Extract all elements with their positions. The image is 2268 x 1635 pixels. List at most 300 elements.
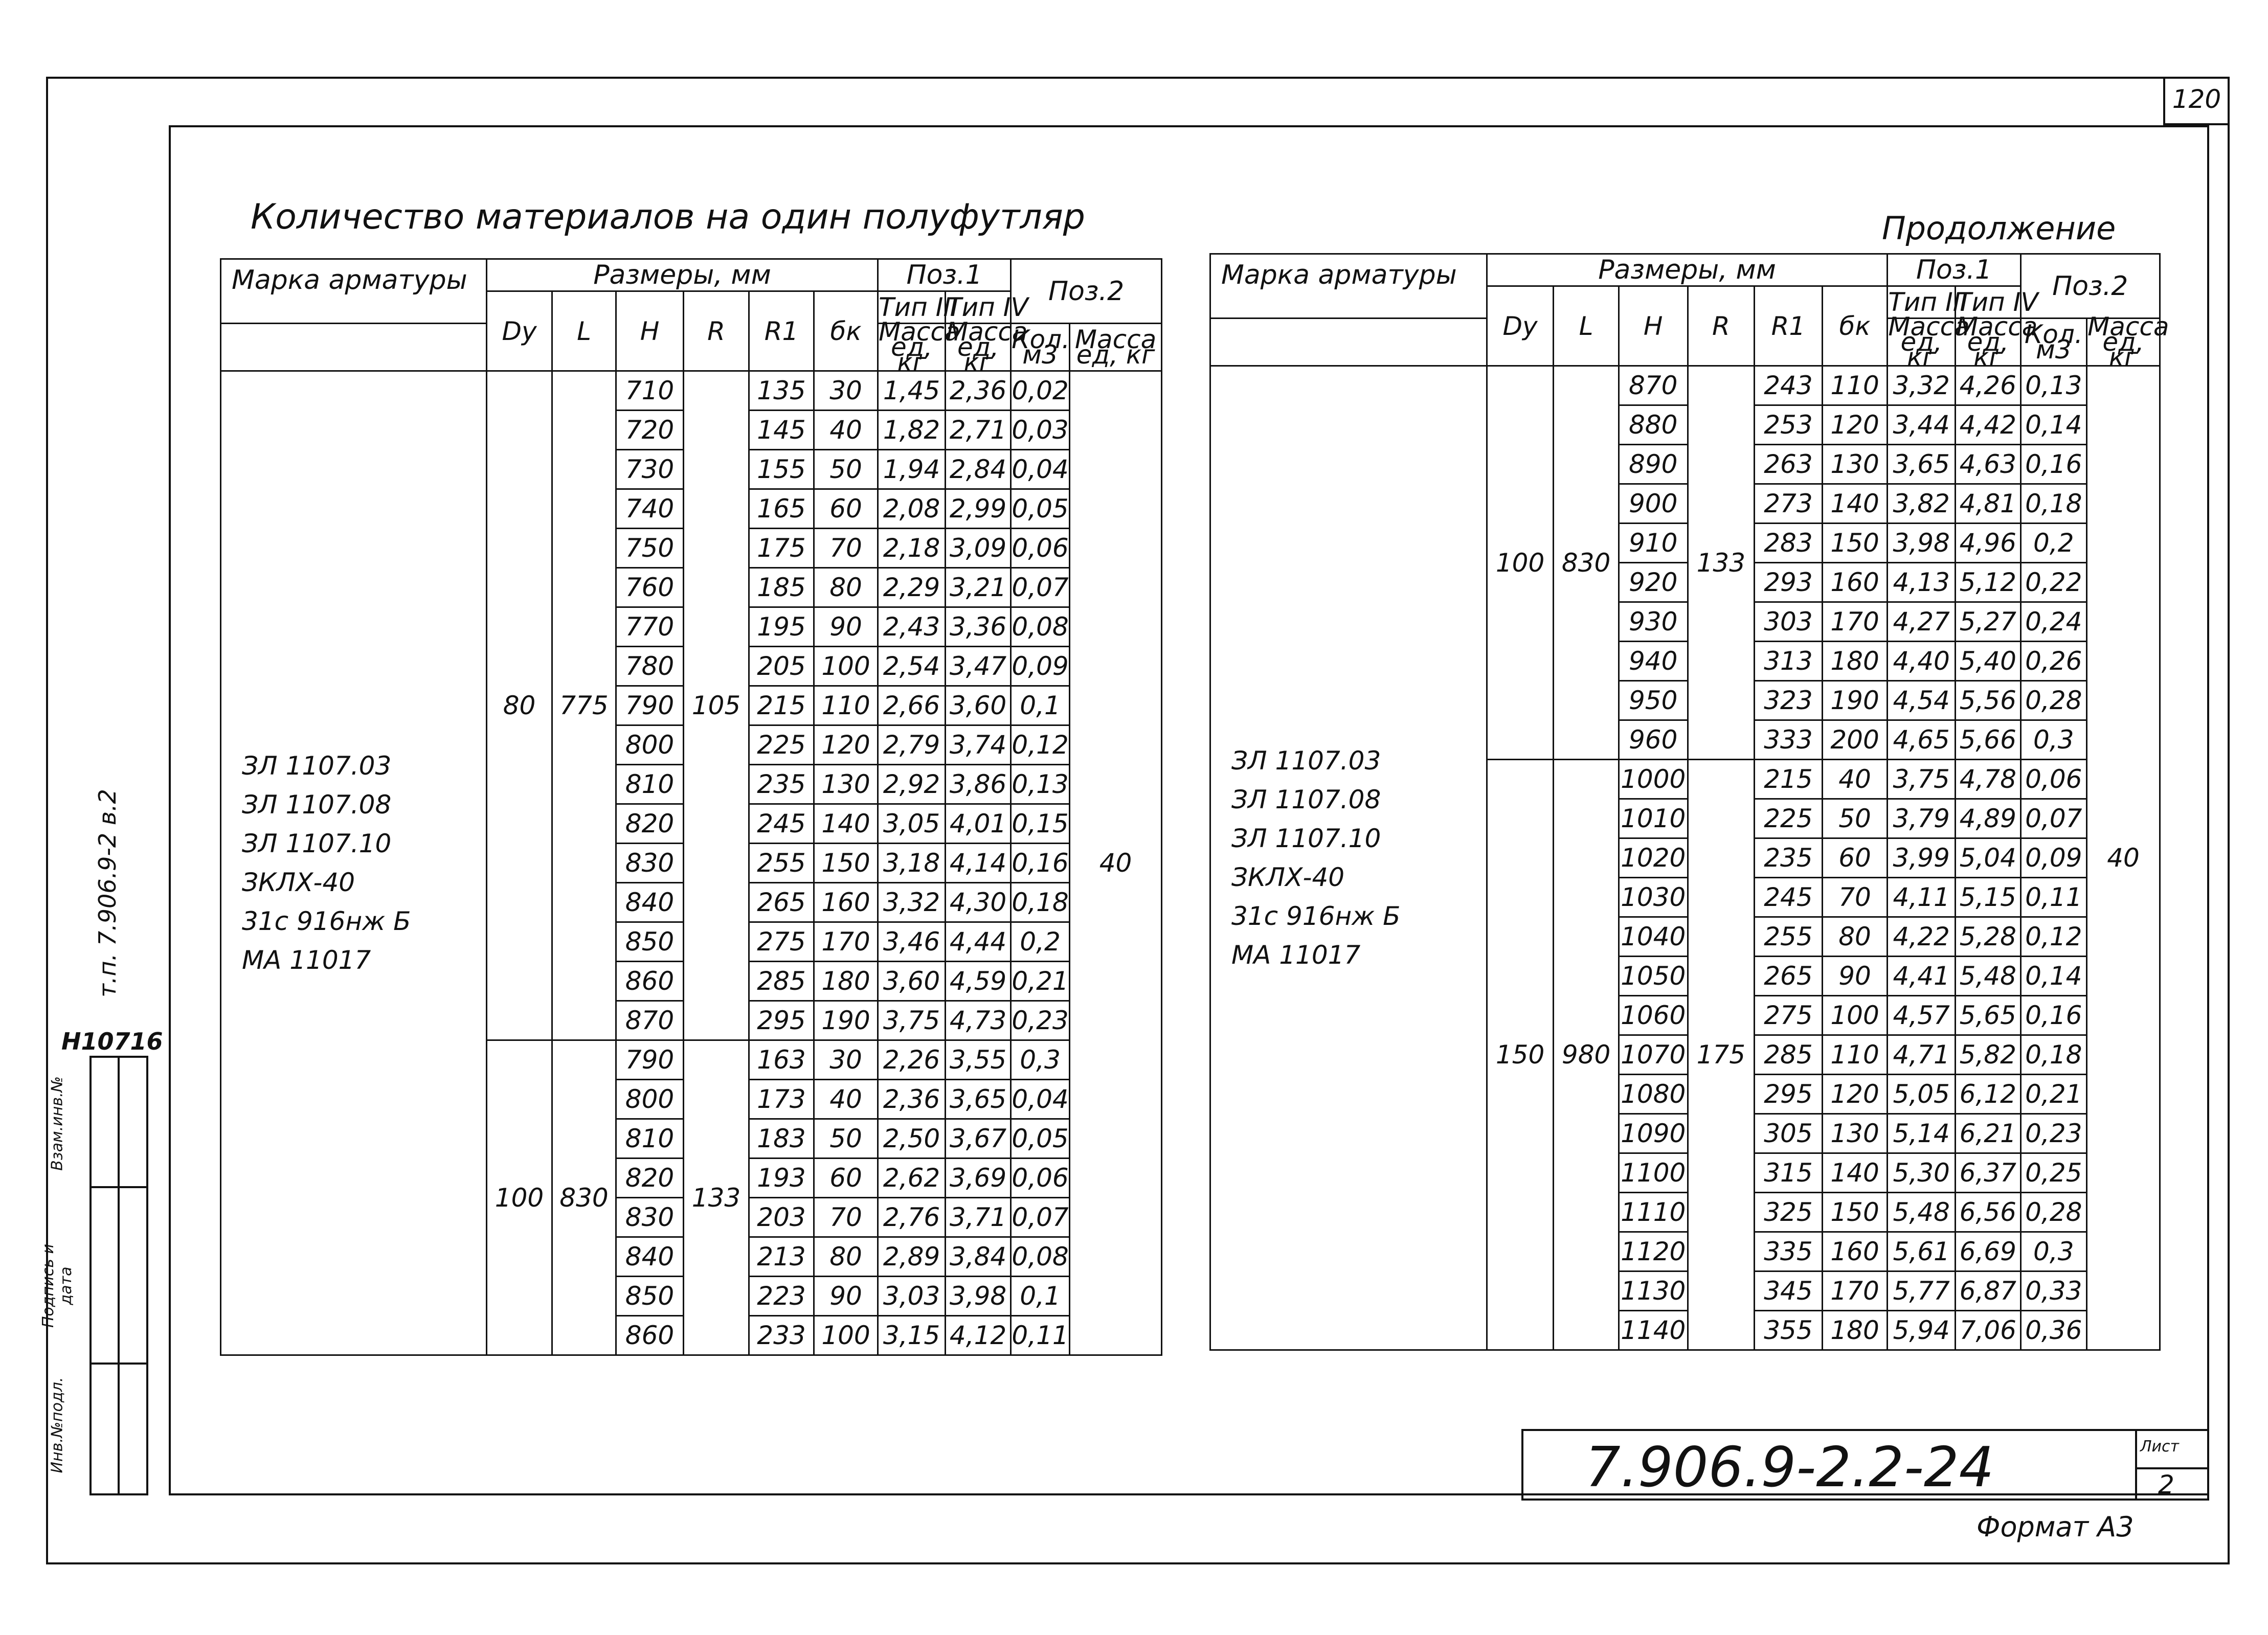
- side-code: т.п. 7.906.9-2 в.2: [94, 789, 121, 997]
- cell-m4: 2,71: [946, 411, 1011, 450]
- cell-m4: 3,65: [946, 1080, 1011, 1119]
- side-field-replace: Взам.инв.№: [48, 1076, 66, 1171]
- cell-r1: 245: [749, 804, 814, 844]
- cell-m3: 2,26: [878, 1040, 946, 1080]
- mark-list-cell: [1210, 366, 1487, 1350]
- cell-h: 960: [1619, 720, 1688, 760]
- cell-bk: 160: [1822, 563, 1888, 602]
- cell-m4: 6,12: [1955, 1075, 2020, 1114]
- cell-h: 860: [616, 962, 684, 1001]
- cell-r1: 203: [749, 1198, 814, 1237]
- cell-m4: 2,84: [946, 450, 1011, 489]
- cell-m3: 5,77: [1888, 1271, 1956, 1311]
- cell-qty: 0,2: [2020, 524, 2087, 563]
- cell-h: 1110: [1619, 1193, 1688, 1232]
- cell-qty: 0,3: [2020, 720, 2087, 760]
- cell-m4: 4,26: [1955, 366, 2020, 405]
- cell-m4: 4,14: [946, 844, 1011, 883]
- cell-m4: 6,69: [1955, 1232, 2020, 1271]
- cell-m3: 1,45: [878, 371, 946, 411]
- page-title: Количество материалов на один полуфутляр: [251, 197, 1085, 237]
- cell-h: 1010: [1619, 799, 1688, 838]
- cell-m3: 2,43: [878, 607, 946, 647]
- cell-qty: 0,23: [2020, 1114, 2087, 1153]
- cell-bk: 120: [1822, 1075, 1888, 1114]
- cell-h: 1040: [1619, 917, 1688, 957]
- cell-m4: 4,63: [1955, 445, 2020, 484]
- cell-m3: 2,36: [878, 1080, 946, 1119]
- side-field-inv: Инв.№подл.: [48, 1377, 66, 1473]
- cell-m3: 3,75: [1888, 760, 1956, 799]
- cell-m3: 2,08: [878, 489, 946, 529]
- header-type4: Тип IV: [1955, 286, 2020, 319]
- cell-bk: 80: [814, 568, 878, 607]
- cell-bk: 60: [814, 489, 878, 529]
- cell-qty: 0,13: [1011, 765, 1070, 804]
- side-number: H10716: [61, 1028, 163, 1055]
- header-r1: R1: [749, 291, 814, 371]
- cell-m4: 5,48: [1955, 957, 2020, 996]
- cell-m4: 3,71: [946, 1198, 1011, 1237]
- cell-m4: 5,65: [1955, 996, 2020, 1035]
- mark-item: МА 11017: [1231, 940, 1361, 970]
- cell-h: 1120: [1619, 1232, 1688, 1271]
- cell-h: 820: [616, 1159, 684, 1198]
- cell-h: 1000: [1619, 760, 1688, 799]
- cell-bk: 30: [814, 371, 878, 411]
- cell-m4: 2,99: [946, 489, 1011, 529]
- cell-bk: 130: [1822, 1114, 1888, 1153]
- cell-m4: 3,36: [946, 607, 1011, 647]
- mark-item: 31с 916нж Б: [1231, 901, 1401, 931]
- cell-h: 1020: [1619, 838, 1688, 878]
- cell-bk: 30: [814, 1040, 878, 1080]
- cell-qty: 0,04: [1011, 1080, 1070, 1119]
- cell-qty: 0,12: [2020, 917, 2087, 957]
- cell-bk: 40: [814, 411, 878, 450]
- cell-qty: 0,04: [1011, 450, 1070, 489]
- cell-h: 870: [1619, 366, 1688, 405]
- cell-qty: 0,21: [1011, 962, 1070, 1001]
- cell-r1: 295: [1755, 1075, 1823, 1114]
- stamp-sheet-label: Лист: [2140, 1438, 2180, 1456]
- cell-h: 1070: [1619, 1035, 1688, 1075]
- cell-m4: 3,69: [946, 1159, 1011, 1198]
- header-l: L: [1554, 286, 1619, 366]
- header-dy: Dу: [1487, 286, 1554, 366]
- cell-m3: 3,44: [1888, 405, 1956, 445]
- mark-list-cell: [221, 371, 487, 1355]
- cell-r1: 253: [1755, 405, 1823, 445]
- cell-m4: 5,66: [1955, 720, 2020, 760]
- cell-h: 810: [616, 765, 684, 804]
- cell-m3: 5,30: [1888, 1153, 1956, 1193]
- mark-item: ЗЛ 1107.08: [1231, 785, 1381, 814]
- cell-qty: 0,14: [2020, 405, 2087, 445]
- cell-m4: 5,40: [1955, 642, 2020, 681]
- cell-qty: 0,07: [1011, 568, 1070, 607]
- cell-m4: 4,01: [946, 804, 1011, 844]
- cell-bk: 100: [814, 647, 878, 686]
- mark-item: ЗЛ 1107.10: [1231, 824, 1381, 853]
- cell-qty: 0,06: [1011, 1159, 1070, 1198]
- cell-bk: 50: [1822, 799, 1888, 838]
- cell-h: 850: [616, 922, 684, 962]
- cell-qty: 0,1: [1011, 686, 1070, 725]
- cell-bk: 140: [1822, 1153, 1888, 1193]
- cell-qty: 0,15: [1011, 804, 1070, 844]
- cell-m3: 2,50: [878, 1119, 946, 1159]
- cell-bk: 150: [1822, 524, 1888, 563]
- cell-m4: 5,27: [1955, 602, 2020, 642]
- cell-m3: 4,27: [1888, 602, 1956, 642]
- cell-bk: 200: [1822, 720, 1888, 760]
- cell-qty: 0,06: [1011, 529, 1070, 568]
- cell-m4: 6,56: [1955, 1193, 2020, 1232]
- cell-m4: 4,42: [1955, 405, 2020, 445]
- pos2-mass: 40: [2087, 366, 2160, 1350]
- cell-m3: 4,22: [1888, 917, 1956, 957]
- cell-m3: 3,98: [1888, 524, 1956, 563]
- cell-bk: 140: [814, 804, 878, 844]
- group-r: 133: [1688, 366, 1755, 760]
- cell-r1: 325: [1755, 1193, 1823, 1232]
- side-stamp-row-2: [89, 1362, 148, 1365]
- cell-m3: 2,18: [878, 529, 946, 568]
- cell-r1: 213: [749, 1237, 814, 1277]
- cell-m3: 4,65: [1888, 720, 1956, 760]
- cell-h: 750: [616, 529, 684, 568]
- cell-m4: 4,44: [946, 922, 1011, 962]
- cell-r1: 263: [1755, 445, 1823, 484]
- cell-h: 780: [616, 647, 684, 686]
- cell-m3: 3,05: [878, 804, 946, 844]
- cell-bk: 90: [814, 607, 878, 647]
- cell-r1: 333: [1755, 720, 1823, 760]
- cell-r1: 273: [1755, 484, 1823, 524]
- cell-bk: 40: [814, 1080, 878, 1119]
- cell-m3: 2,66: [878, 686, 946, 725]
- cell-m3: 4,41: [1888, 957, 1956, 996]
- cell-r1: 243: [1755, 366, 1823, 405]
- cell-bk: 80: [814, 1237, 878, 1277]
- cell-m3: 5,48: [1888, 1193, 1956, 1232]
- mark-item: ЗЛ 1107.03: [242, 751, 392, 781]
- cell-h: 770: [616, 607, 684, 647]
- cell-r1: 265: [1755, 957, 1823, 996]
- header-type3: Тип III: [878, 291, 946, 324]
- cell-m3: 5,14: [1888, 1114, 1956, 1153]
- cell-m4: 6,87: [1955, 1271, 2020, 1311]
- cell-bk: 50: [814, 450, 878, 489]
- header-bk: бк: [1822, 286, 1888, 366]
- cell-r1: 165: [749, 489, 814, 529]
- cell-qty: 0,23: [1011, 1001, 1070, 1040]
- group-dy: 80: [487, 371, 552, 1040]
- cell-r1: 283: [1755, 524, 1823, 563]
- cell-r1: 163: [749, 1040, 814, 1080]
- stamp-sheet-number: 2: [2158, 1470, 2174, 1500]
- cell-m4: 4,30: [946, 883, 1011, 922]
- group-dy: 100: [1487, 366, 1554, 760]
- cell-qty: 0,12: [1011, 725, 1070, 765]
- cell-bk: 160: [1822, 1232, 1888, 1271]
- cell-m4: 5,15: [1955, 878, 2020, 917]
- cell-m4: 5,28: [1955, 917, 2020, 957]
- group-r: 133: [684, 1040, 749, 1355]
- cell-qty: 0,14: [2020, 957, 2087, 996]
- cell-qty: 0,07: [1011, 1198, 1070, 1237]
- cell-qty: 0,02: [1011, 371, 1070, 411]
- cell-h: 760: [616, 568, 684, 607]
- mark-item: ЗКЛХ-40: [1231, 862, 1345, 892]
- cell-r1: 183: [749, 1119, 814, 1159]
- group-l: 830: [1554, 366, 1619, 760]
- header-r: R: [684, 291, 749, 371]
- cell-h: 720: [616, 411, 684, 450]
- cell-m4: 6,37: [1955, 1153, 2020, 1193]
- cell-r1: 293: [1755, 563, 1823, 602]
- cell-r1: 135: [749, 371, 814, 411]
- cell-m4: 3,98: [946, 1277, 1011, 1316]
- cell-h: 1140: [1619, 1311, 1688, 1350]
- header-h: H: [1619, 286, 1688, 366]
- cell-r1: 275: [749, 922, 814, 962]
- cell-m4: 3,84: [946, 1237, 1011, 1277]
- cell-m4: 5,56: [1955, 681, 2020, 720]
- cell-bk: 130: [1822, 445, 1888, 484]
- header-pos1: Поз.1: [1888, 254, 2020, 286]
- cell-bk: 110: [814, 686, 878, 725]
- header-type3: Тип III: [1888, 286, 1956, 319]
- group-dy: 150: [1487, 760, 1554, 1350]
- cell-m3: 1,94: [878, 450, 946, 489]
- cell-m3: 4,11: [1888, 878, 1956, 917]
- cell-h: 940: [1619, 642, 1688, 681]
- cell-r1: 235: [749, 765, 814, 804]
- cell-h: 950: [1619, 681, 1688, 720]
- cell-m3: 4,13: [1888, 563, 1956, 602]
- cell-m4: 3,47: [946, 647, 1011, 686]
- cell-m3: 4,54: [1888, 681, 1956, 720]
- cell-bk: 180: [814, 962, 878, 1001]
- cell-bk: 190: [814, 1001, 878, 1040]
- header-pos2: Поз.2: [2020, 254, 2160, 319]
- cell-m3: 3,75: [878, 1001, 946, 1040]
- cell-m4: 5,12: [1955, 563, 2020, 602]
- side-stamp-divider: [118, 1056, 120, 1495]
- cell-bk: 170: [814, 922, 878, 962]
- cell-r1: 355: [1755, 1311, 1823, 1350]
- cell-m4: 7,06: [1955, 1311, 2020, 1350]
- cell-h: 930: [1619, 602, 1688, 642]
- sheet-number: 120: [2172, 84, 2221, 114]
- cell-r1: 215: [749, 686, 814, 725]
- side-stamp-row-1: [89, 1186, 148, 1188]
- cell-bk: 100: [1822, 996, 1888, 1035]
- table-row: [221, 371, 1162, 411]
- cell-h: 860: [616, 1316, 684, 1355]
- cell-bk: 50: [814, 1119, 878, 1159]
- cell-h: 830: [616, 844, 684, 883]
- cell-r1: 285: [749, 962, 814, 1001]
- cell-qty: 0,25: [2020, 1153, 2087, 1193]
- cell-m4: 4,81: [1955, 484, 2020, 524]
- cell-r1: 185: [749, 568, 814, 607]
- cell-qty: 0,26: [2020, 642, 2087, 681]
- cell-h: 1090: [1619, 1114, 1688, 1153]
- cell-bk: 120: [814, 725, 878, 765]
- cell-m3: 5,94: [1888, 1311, 1956, 1350]
- cell-h: 1060: [1619, 996, 1688, 1035]
- cell-m4: 4,12: [946, 1316, 1011, 1355]
- header-pos2-mass: Масса ед, кг: [1070, 324, 1162, 371]
- cell-bk: 60: [814, 1159, 878, 1198]
- cell-h: 850: [616, 1277, 684, 1316]
- cell-qty: 0,33: [2020, 1271, 2087, 1311]
- pos2-mass: 40: [1070, 371, 1162, 1355]
- cell-r1: 225: [1755, 799, 1823, 838]
- cell-qty: 0,16: [2020, 445, 2087, 484]
- cell-r1: 303: [1755, 602, 1823, 642]
- cell-r1: 173: [749, 1080, 814, 1119]
- mark-item: ЗЛ 1107.03: [1231, 746, 1381, 776]
- cell-r1: 345: [1755, 1271, 1823, 1311]
- cell-r1: 223: [749, 1277, 814, 1316]
- cell-bk: 160: [814, 883, 878, 922]
- cell-bk: 70: [814, 1198, 878, 1237]
- header-type4: Тип IV: [946, 291, 1011, 324]
- cell-h: 1030: [1619, 878, 1688, 917]
- cell-h: 730: [616, 450, 684, 489]
- header-qty: Кол. м3: [1011, 324, 1070, 371]
- cell-qty: 0,05: [1011, 1119, 1070, 1159]
- cell-m4: 4,89: [1955, 799, 2020, 838]
- header-mass-type3: Масса ед, кг: [879, 317, 960, 377]
- group-r: 175: [1688, 760, 1755, 1350]
- cell-qty: 0,03: [1011, 411, 1070, 450]
- cell-qty: 0,18: [2020, 1035, 2087, 1075]
- cell-qty: 0,05: [1011, 489, 1070, 529]
- header-l: L: [552, 291, 616, 371]
- cell-bk: 90: [1822, 957, 1888, 996]
- cell-r1: 195: [749, 607, 814, 647]
- cell-m3: 2,92: [878, 765, 946, 804]
- cell-bk: 70: [814, 529, 878, 568]
- header-dy: Dу: [487, 291, 552, 371]
- cell-qty: 0,09: [2020, 838, 2087, 878]
- header-mark: Марка арматуры: [221, 259, 487, 324]
- cell-h: 800: [616, 1080, 684, 1119]
- cell-r1: 285: [1755, 1035, 1823, 1075]
- group-l: 830: [552, 1040, 616, 1355]
- cell-m4: 4,96: [1955, 524, 2020, 563]
- cell-m3: 3,15: [878, 1316, 946, 1355]
- cell-qty: 0,2: [1011, 922, 1070, 962]
- cell-m3: 2,54: [878, 647, 946, 686]
- header-pos2: Поз.2: [1011, 259, 1162, 324]
- group-r: 105: [684, 371, 749, 1040]
- header-mass-type4: Масса ед, кг: [946, 317, 1028, 377]
- cell-qty: 0,07: [2020, 799, 2087, 838]
- cell-m3: 3,03: [878, 1277, 946, 1316]
- side-field-sign: Подпись и дата: [39, 1244, 75, 1328]
- cell-m3: 4,57: [1888, 996, 1956, 1035]
- header-r1: R1: [1755, 286, 1823, 366]
- cell-m3: 2,62: [878, 1159, 946, 1198]
- cell-m4: 3,86: [946, 765, 1011, 804]
- mark-item: ЗЛ 1107.10: [242, 829, 392, 858]
- cell-m3: 3,60: [878, 962, 946, 1001]
- cell-m4: 4,78: [1955, 760, 2020, 799]
- cell-h: 1100: [1619, 1153, 1688, 1193]
- cell-r1: 305: [1755, 1114, 1823, 1153]
- cell-m4: 3,74: [946, 725, 1011, 765]
- cell-m3: 5,05: [1888, 1075, 1956, 1114]
- cell-m4: 2,36: [946, 371, 1011, 411]
- cell-bk: 180: [1822, 1311, 1888, 1350]
- stamp-code: 7.906.9-2.2-24: [1585, 1436, 1994, 1500]
- cell-qty: 0,13: [2020, 366, 2087, 405]
- cell-m3: 3,65: [1888, 445, 1956, 484]
- cell-r1: 323: [1755, 681, 1823, 720]
- cell-m3: 3,79: [1888, 799, 1956, 838]
- cell-r1: 155: [749, 450, 814, 489]
- cell-m3: 5,61: [1888, 1232, 1956, 1271]
- cell-h: 1080: [1619, 1075, 1688, 1114]
- header-sizes: Размеры, мм: [487, 259, 878, 291]
- cell-qty: 0,18: [1011, 883, 1070, 922]
- cell-qty: 0,1: [1011, 1277, 1070, 1316]
- cell-h: 710: [616, 371, 684, 411]
- cell-bk: 100: [814, 1316, 878, 1355]
- header-mark: Марка арматуры: [1210, 254, 1487, 319]
- cell-qty: 0,08: [1011, 607, 1070, 647]
- group-l: 980: [1554, 760, 1619, 1350]
- cell-bk: 180: [1822, 642, 1888, 681]
- cell-m3: 3,32: [878, 883, 946, 922]
- mark-item: ЗЛ 1107.08: [242, 790, 392, 820]
- cell-bk: 170: [1822, 1271, 1888, 1311]
- cell-h: 820: [616, 804, 684, 844]
- cell-h: 740: [616, 489, 684, 529]
- cell-r1: 205: [749, 647, 814, 686]
- cell-bk: 80: [1822, 917, 1888, 957]
- cell-m3: 4,40: [1888, 642, 1956, 681]
- cell-r1: 233: [749, 1316, 814, 1355]
- cell-qty: 0,36: [2020, 1311, 2087, 1350]
- cell-bk: 90: [814, 1277, 878, 1316]
- cell-qty: 0,09: [1011, 647, 1070, 686]
- cell-m4: 3,60: [946, 686, 1011, 725]
- cell-r1: 295: [749, 1001, 814, 1040]
- cell-bk: 150: [1822, 1193, 1888, 1232]
- title-block-sheet-divider: [2135, 1467, 2209, 1469]
- cell-qty: 0,28: [2020, 1193, 2087, 1232]
- cell-qty: 0,18: [2020, 484, 2087, 524]
- title-block-divider: [2135, 1429, 2137, 1501]
- cell-r1: 245: [1755, 878, 1823, 917]
- cell-r1: 255: [749, 844, 814, 883]
- cell-qty: 0,21: [2020, 1075, 2087, 1114]
- format-label: Формат А3: [1977, 1511, 2134, 1543]
- cell-r1: 313: [1755, 642, 1823, 681]
- cell-bk: 60: [1822, 838, 1888, 878]
- continuation-label: Продолжение: [1882, 210, 2116, 247]
- cell-h: 790: [616, 686, 684, 725]
- cell-r1: 335: [1755, 1232, 1823, 1271]
- cell-qty: 0,16: [1011, 844, 1070, 883]
